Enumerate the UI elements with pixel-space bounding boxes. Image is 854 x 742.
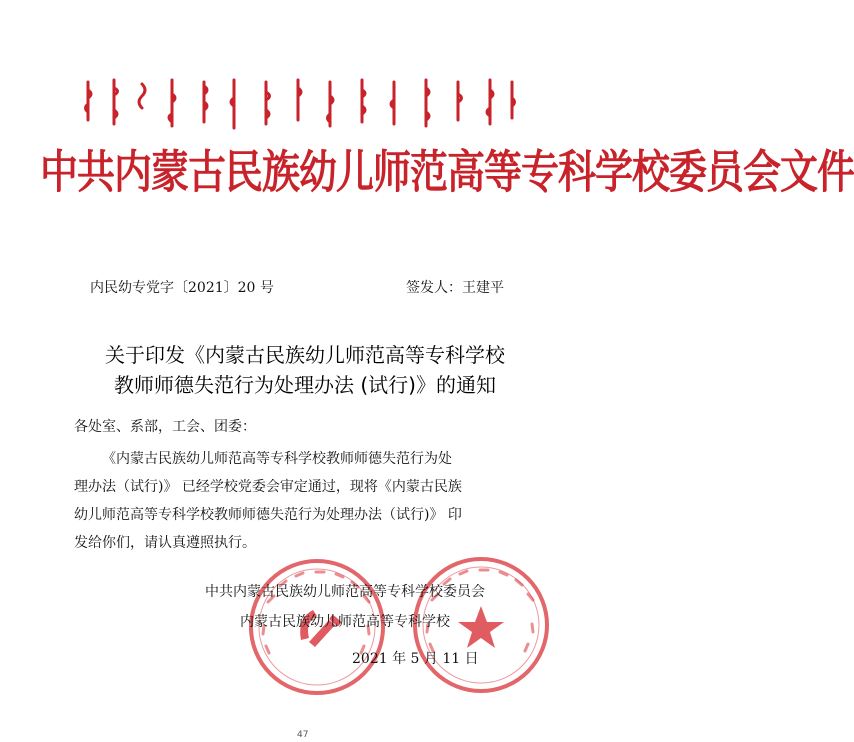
notice-title-line-2: 教师师德失范行为处理办法 (试行)》的通知 (114, 373, 496, 397)
notice-title-line-1: 关于印发《内蒙古民族幼儿师范高等专科学校 (105, 343, 505, 367)
signing-org-school: 内蒙古民族幼儿师范高等专科学校 (240, 614, 450, 630)
signing-date: 2021 年 5 月 11 日 (352, 651, 479, 667)
notice-body (74, 445, 552, 557)
mongolian-script-header (80, 74, 520, 134)
body-line: 理办法（试行)》 已经学校党委会审定通过，现将《内蒙古民族 (74, 479, 462, 495)
document-signer: 签发人：王建平 (406, 280, 504, 296)
document-number: 内民幼专党字〔2021〕20 号 (90, 280, 274, 296)
body-line: 幼儿师范高等专科学校教师师德失范行为处理办法（试行)》 印 (74, 507, 462, 523)
notice-title (40, 340, 570, 400)
signing-org-party-committee: 中共内蒙古民族幼儿师范高等专科学校委员会 (205, 584, 485, 600)
mongolian-script-graphic (80, 74, 520, 134)
body-line: 发给你们，请认真遵照执行。 (74, 535, 256, 551)
body-line: 《内蒙古民族幼儿师范高等专科学校教师师德失范行为处 (102, 451, 452, 467)
org-document-title: 中共内蒙古民族幼儿师范高等专科学校委员会文件 (40, 145, 854, 199)
salutation: 各处室、系部，工会、团委： (74, 419, 256, 435)
page-number: 47 (297, 730, 309, 740)
